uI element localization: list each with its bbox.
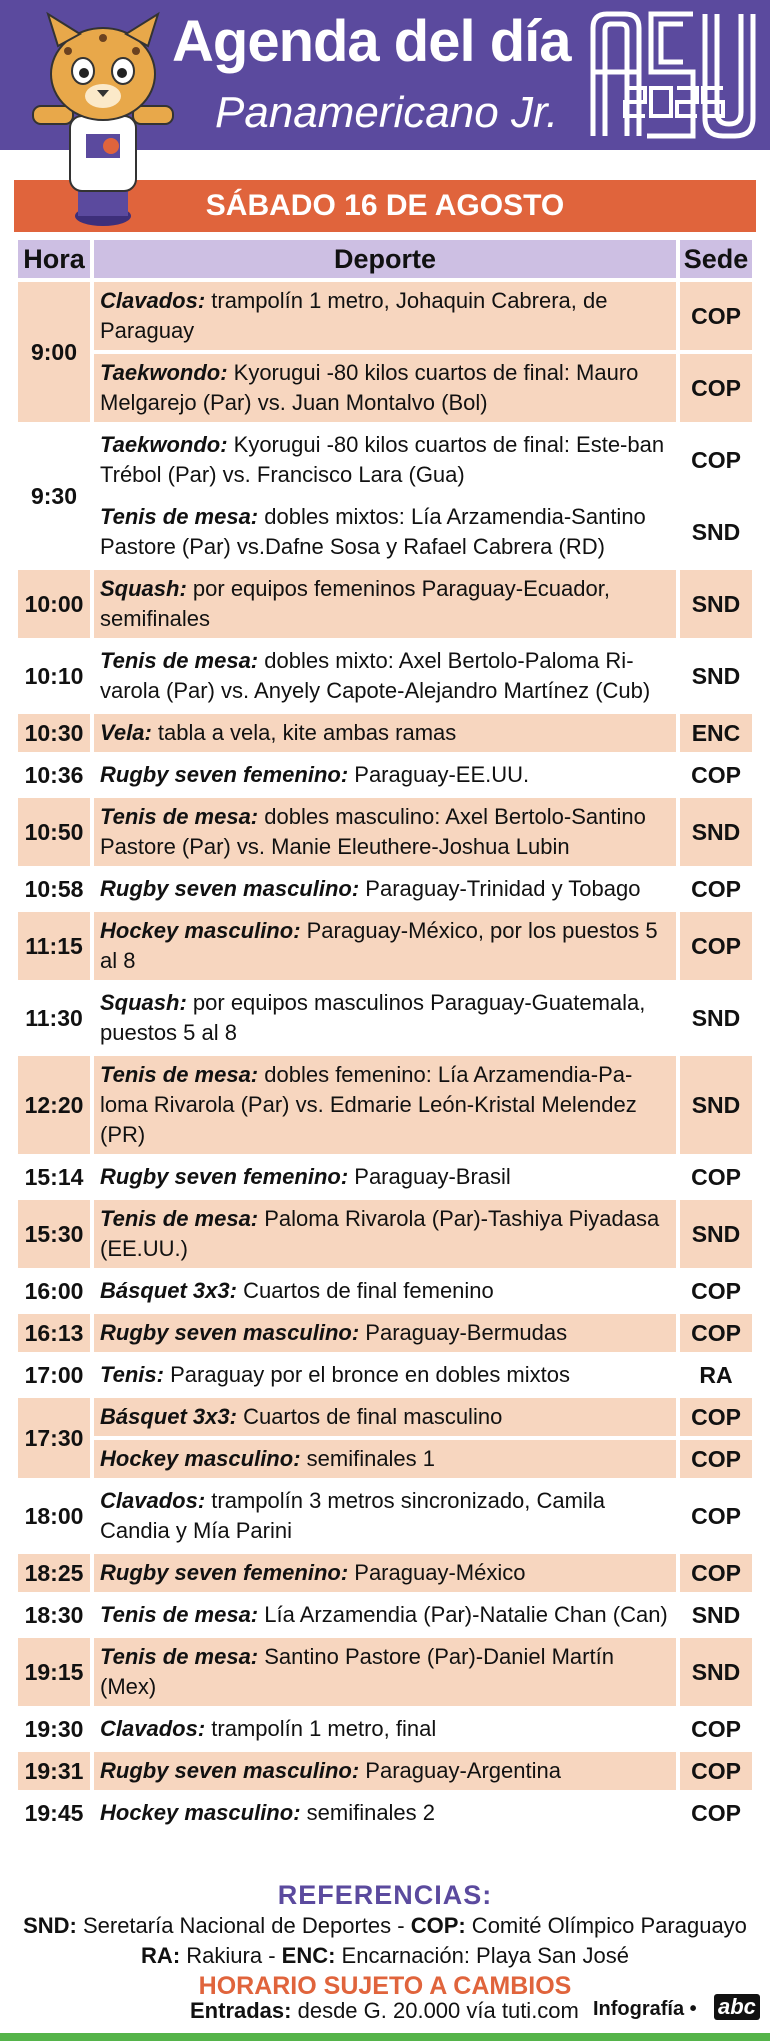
- bottom-accent-bar: [0, 2033, 770, 2041]
- event-detail: dobles mixtos: Lía Arzamendia-Santino Pastore (Par) vs.Dafne Sosa y Rafael Cabrera (RD): [100, 504, 646, 559]
- event-detail: Paraguay-Brasil: [348, 1164, 511, 1189]
- venue-cell: COP: [680, 354, 752, 422]
- time-cell: 11:30: [25, 1004, 83, 1031]
- event-cell: [94, 1314, 676, 1352]
- tickets-text: desde G. 20.000 vía tuti.com: [291, 1998, 579, 2023]
- venue-cell: COP: [691, 1502, 741, 1529]
- event-cell: [94, 984, 676, 1052]
- venue-cell: SND: [680, 1200, 752, 1268]
- sport-name: Tenis:: [100, 1362, 164, 1387]
- time-cell: 10:58: [24, 875, 84, 902]
- time-cell: 9:30: [30, 482, 78, 509]
- venue-cell: COP: [691, 761, 741, 788]
- schedule-row: [18, 1200, 752, 1268]
- sport-name: Rugby seven masculino:: [100, 1758, 360, 1783]
- ref-enc-code: ENC:: [281, 1943, 336, 1968]
- event-cell: [94, 1710, 676, 1748]
- event-detail: Paraguay-Argentina: [359, 1758, 561, 1783]
- schedule-row: [18, 354, 752, 422]
- schedule-row: [18, 1440, 752, 1478]
- event-detail: trampolín 3 metros sincronizado, Camila Candia y Mía Parini: [100, 1488, 605, 1543]
- event-cell: [94, 426, 676, 494]
- ref-cop-code: COP:: [410, 1913, 466, 1938]
- event-cell: [94, 1158, 676, 1196]
- time-cell: 18:00: [24, 1502, 84, 1529]
- mascot-illustration: [8, 6, 198, 236]
- schedule-row: [18, 1482, 752, 1550]
- time-cell: 19:45: [24, 1799, 84, 1826]
- schedule-row: [18, 426, 752, 494]
- event-cell: [94, 1482, 676, 1550]
- time-cell: 10:36: [24, 761, 84, 788]
- tickets-info: [190, 1998, 579, 2024]
- sport-name: Squash:: [100, 990, 187, 1015]
- event-cell: [94, 570, 676, 638]
- column-header-row: [18, 240, 752, 278]
- event-cell: [94, 870, 676, 908]
- schedule-row: [18, 1596, 752, 1634]
- sport-name: Tenis de mesa:: [100, 1206, 259, 1231]
- references-block: [0, 1880, 770, 2001]
- references-line-2: [0, 1941, 770, 1971]
- venue-cell: COP: [680, 1314, 752, 1352]
- sport-name: Clavados:: [100, 1716, 206, 1741]
- event-cell: [94, 1356, 676, 1394]
- event-detail: trampolín 1 metro, Johaquin Cabrera, de Paraguay: [100, 288, 608, 343]
- schedule-table: [14, 236, 756, 1836]
- event-detail: Kyorugui -80 kilos cuartos de final: Mauro Melgarejo (Par) vs. Juan Montalvo (Bol): [100, 360, 639, 415]
- schedule-row: [18, 870, 752, 908]
- sport-name: Tenis de mesa:: [100, 1062, 259, 1087]
- infografia-credit: Infografía •: [593, 1998, 697, 2020]
- sport-name: Tenis de mesa:: [100, 1602, 259, 1627]
- ref-ra-code: RA:: [141, 1943, 181, 1968]
- time-cell: 18:30: [24, 1601, 84, 1628]
- schedule-warning: HORARIO SUJETO A CAMBIOS: [198, 1972, 572, 2000]
- schedule-row: [18, 1752, 752, 1790]
- page-subtitle: Panamericano Jr.: [215, 88, 559, 137]
- asu-2025-logo: [585, 8, 761, 140]
- sport-name: Hockey masculino:: [100, 1800, 301, 1825]
- references-line-1: [0, 1911, 770, 1941]
- schedule-row: [18, 498, 752, 566]
- time-cell: 18:25: [18, 1554, 90, 1592]
- event-detail: dobles femenino: Lía Arzamendia-Pa-loma Rivarola (Par) vs. Edmarie León-Kristal Melendez (PR): [100, 1062, 637, 1147]
- ref-ra-text: Rakiura -: [180, 1943, 282, 1968]
- venue-cell: SND: [691, 1004, 741, 1031]
- schedule-row: [18, 1356, 752, 1394]
- event-detail: Paraguay por el bronce en dobles mixtos: [163, 1362, 570, 1387]
- time-cell: 16:13: [18, 1314, 90, 1352]
- time-cell: 10:50: [18, 798, 90, 866]
- event-detail: Cuartos de final femenino: [236, 1278, 494, 1303]
- event-detail: por equipos masculinos Paraguay-Guatemala, puestos 5 al 8: [100, 990, 646, 1045]
- venue-cell: COP: [680, 282, 752, 350]
- event-cell: [94, 1200, 676, 1268]
- sport-name: Clavados:: [100, 1488, 206, 1513]
- venue-cell: COP: [680, 1440, 752, 1478]
- time-cell: 15:30: [18, 1200, 90, 1268]
- time-cell: 11:15: [18, 912, 90, 980]
- event-detail: Lía Arzamendia (Par)-Natalie Chan (Can): [258, 1602, 668, 1627]
- schedule-body: [18, 282, 752, 1832]
- time-cell: 15:14: [24, 1163, 84, 1190]
- event-cell: [94, 1596, 676, 1634]
- tickets-label: Entradas:: [190, 1998, 292, 2023]
- event-cell: [94, 1752, 676, 1790]
- sport-name: Hockey masculino:: [100, 1446, 301, 1471]
- schedule-row: [18, 1056, 752, 1154]
- venue-cell: ENC: [680, 714, 752, 752]
- sport-name: Rugby seven masculino:: [100, 876, 360, 901]
- sport-name: Rugby seven femenino:: [100, 1560, 349, 1585]
- schedule-row: [18, 798, 752, 866]
- schedule-row: [18, 756, 752, 794]
- venue-cell: RA: [699, 1361, 733, 1388]
- venue-cell: SND: [691, 662, 741, 689]
- time-cell: 10:00: [18, 570, 90, 638]
- schedule-row: [18, 1794, 752, 1832]
- references-title: REFERENCIAS:: [277, 1880, 493, 1910]
- event-detail: dobles mixto: Axel Bertolo-Paloma Ri-varola (Par) vs. Anyely Capote-Alejandro Martínez (Cub): [100, 648, 651, 703]
- time-cell: 19:30: [24, 1715, 84, 1742]
- sport-name: Rugby seven masculino:: [100, 1320, 360, 1345]
- event-cell: [94, 1398, 676, 1436]
- time-cell: 16:00: [24, 1277, 84, 1304]
- time-cell: 10:30: [18, 714, 90, 752]
- abc-logo: abc: [714, 1994, 760, 2020]
- event-cell: [94, 714, 676, 752]
- schedule-row: [18, 1638, 752, 1706]
- date-banner: SÁBADO 16 DE AGOSTO: [14, 180, 756, 232]
- time-cell: 17:00: [24, 1361, 84, 1388]
- venue-cell: COP: [680, 912, 752, 980]
- sport-name: Hockey masculino:: [100, 918, 301, 943]
- sport-name: Clavados:: [100, 288, 206, 313]
- sport-name: Taekwondo:: [100, 360, 228, 385]
- event-cell: [94, 1554, 676, 1592]
- event-cell: [94, 1440, 676, 1478]
- event-detail: por equipos femeninos Paraguay-Ecuador, semifinales: [100, 576, 610, 631]
- time-cell: 10:10: [24, 662, 84, 689]
- venue-cell: COP: [691, 1715, 741, 1742]
- event-cell: [94, 1794, 676, 1832]
- sport-name: Taekwondo:: [100, 432, 228, 457]
- venue-cell: COP: [691, 1163, 741, 1190]
- event-detail: Kyorugui -80 kilos cuartos de final: Este-ban Trébol (Par) vs. Francisco Lara (Gua): [100, 432, 665, 487]
- schedule-row: [18, 1398, 752, 1436]
- venue-cell: SND: [680, 570, 752, 638]
- event-cell: [94, 912, 676, 980]
- venue-cell: COP: [680, 1554, 752, 1592]
- schedule-row: [18, 570, 752, 638]
- event-detail: Paraguay-Trinidad y Tobago: [359, 876, 641, 901]
- event-detail: trampolín 1 metro, final: [205, 1716, 437, 1741]
- sport-name: Tenis de mesa:: [100, 1644, 259, 1669]
- venue-cell: COP: [691, 1799, 741, 1826]
- schedule-row: [18, 912, 752, 980]
- venue-cell: COP: [691, 446, 741, 473]
- schedule-row: [18, 714, 752, 752]
- time-cell: 9:00: [18, 282, 90, 422]
- event-cell: [94, 1638, 676, 1706]
- event-cell: [94, 282, 676, 350]
- time-cell: 17:30: [18, 1398, 90, 1478]
- schedule-row: [18, 1710, 752, 1748]
- venue-cell: SND: [680, 798, 752, 866]
- venue-cell: SND: [680, 1638, 752, 1706]
- event-detail: tabla a vela, kite ambas ramas: [151, 720, 457, 745]
- venue-cell: SND: [680, 1056, 752, 1154]
- schedule-row: [18, 282, 752, 350]
- event-cell: [94, 354, 676, 422]
- event-detail: dobles masculino: Axel Bertolo-Santino Pastore (Par) vs. Manie Eleuthere-Joshua Lubin: [100, 804, 646, 859]
- event-cell: [94, 1056, 676, 1154]
- schedule-row: [18, 984, 752, 1052]
- sport-name: Rugby seven femenino:: [100, 1164, 349, 1189]
- schedule-row: [18, 642, 752, 710]
- venue-cell: COP: [691, 1277, 741, 1304]
- ref-cop-text: Comité Olímpico Paraguayo: [465, 1913, 747, 1938]
- col-header-hora: Hora: [18, 240, 90, 278]
- sport-name: Rugby seven femenino:: [100, 762, 349, 787]
- venue-cell: COP: [691, 875, 741, 902]
- event-cell: [94, 498, 676, 566]
- event-detail: Paraguay-EE.UU.: [348, 762, 530, 787]
- col-header-deporte: Deporte: [94, 240, 676, 278]
- event-detail: Paraguay-México, por los puestos 5 al 8: [100, 918, 658, 973]
- schedule-row: [18, 1158, 752, 1196]
- page-title: Agenda del día: [172, 9, 571, 74]
- event-detail: Santino Pastore (Par)-Daniel Martín (Mex): [100, 1644, 614, 1699]
- event-detail: Paloma Rivarola (Par)-Tashiya Piyadasa (EE.UU.): [100, 1206, 660, 1261]
- event-cell: [94, 756, 676, 794]
- schedule-row: [18, 1314, 752, 1352]
- venue-cell: SND: [691, 518, 741, 545]
- venue-cell: COP: [680, 1752, 752, 1790]
- ref-enc-text: Encarnación: Playa San José: [335, 1943, 629, 1968]
- time-cell: 19:15: [18, 1638, 90, 1706]
- schedule-row: [18, 1272, 752, 1310]
- sport-name: Vela:: [100, 720, 152, 745]
- event-detail: semifinales 2: [300, 1800, 436, 1825]
- event-cell: [94, 798, 676, 866]
- event-detail: Paraguay-Bermudas: [359, 1320, 568, 1345]
- event-detail: semifinales 1: [300, 1446, 436, 1471]
- sport-name: Tenis de mesa:: [100, 504, 259, 529]
- schedule-row: [18, 1554, 752, 1592]
- event-cell: [94, 642, 676, 710]
- venue-cell: COP: [680, 1398, 752, 1436]
- sport-name: Básquet 3x3:: [100, 1404, 237, 1429]
- event-detail: Paraguay-México: [348, 1560, 526, 1585]
- event-cell: [94, 1272, 676, 1310]
- sport-name: Squash:: [100, 576, 187, 601]
- sport-name: Básquet 3x3:: [100, 1278, 237, 1303]
- col-header-sede: Sede: [680, 240, 752, 278]
- ref-snd-code: SND:: [23, 1913, 77, 1938]
- venue-cell: SND: [691, 1601, 741, 1628]
- event-detail: Cuartos de final masculino: [236, 1404, 503, 1429]
- ref-snd-text: Seretaría Nacional de Deportes -: [76, 1913, 411, 1938]
- time-cell: 12:20: [18, 1056, 90, 1154]
- sport-name: Tenis de mesa:: [100, 648, 259, 673]
- time-cell: 19:31: [18, 1752, 90, 1790]
- sport-name: Tenis de mesa:: [100, 804, 259, 829]
